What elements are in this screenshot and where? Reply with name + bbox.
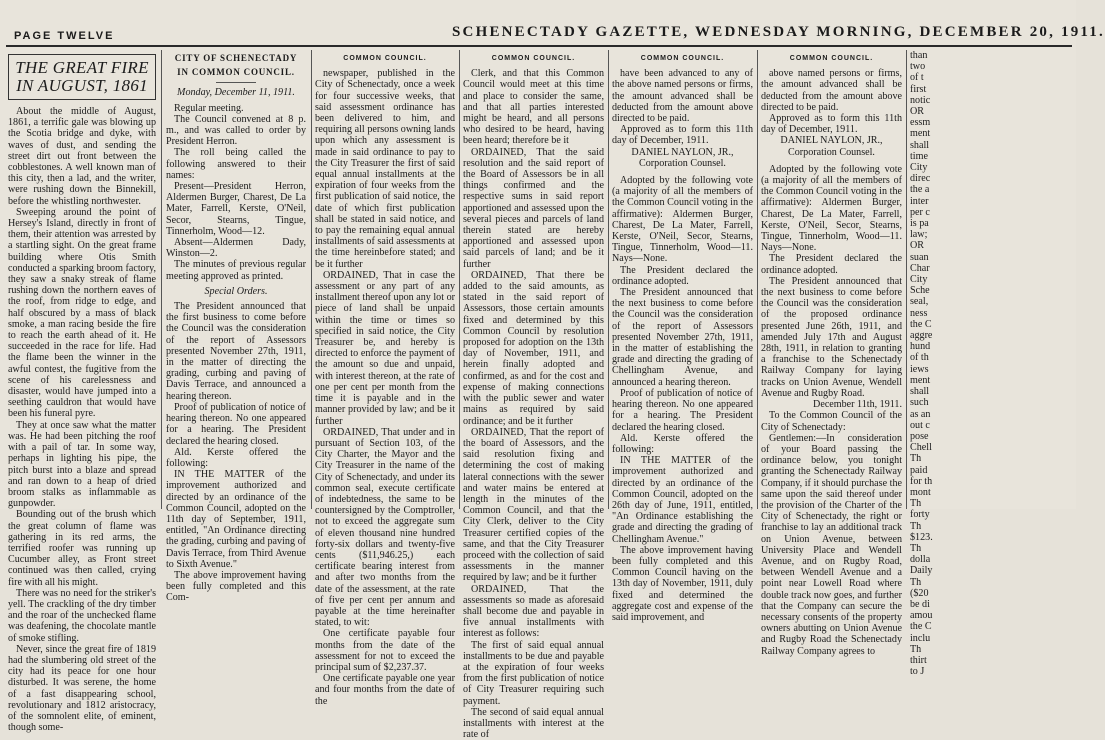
headline-line-1: THE GREAT FIRE (15, 58, 149, 77)
ordinance-paragraph: The President announced that the next business to come before the Council was the consideration of the report of Assessors presented November 27th, 1911, in the matter of establishing the grade and directing the grading of Chellingham Avenue, and announced a hearing thereon. (612, 287, 753, 388)
minutes-paragraph: Regular meeting. (174, 102, 244, 114)
clipped-line: than (910, 50, 928, 61)
clipped-line: Th (910, 453, 922, 465)
ordinance-paragraph: IN THE MATTER of the improvement authorized and directed by an ordinance of the Common Council, adopted on the 26th day of June, 1911, entitled, "An Ordinance establishing the grade and directing the grading of Chellingham Avenue." (612, 455, 753, 545)
column-4 (463, 50, 604, 740)
clipped-line: Th (910, 520, 922, 532)
column-5 (612, 50, 753, 623)
clipped-line: Th (910, 643, 922, 655)
headline-line-2: IN AUGUST, 1861 (16, 76, 148, 95)
article-paragraph: About the middle of August, 1861, a terrific gale was blowing up the Scotia bridge and dyke, with waves of dust, and sending the street dirt out front between the cobblestones. A well known man of this city, then a lad, and the writer, were rushing down the Binnekill, before the whistling northwester. (8, 106, 156, 207)
ordinance-paragraph: One certificate payable four months from the date of the assessment for not to exceed the principal sum of $2,237.37. (315, 628, 455, 673)
clipped-line: Char (910, 262, 930, 274)
clipped-line: time (910, 150, 928, 162)
ordinance-paragraph: The above improvement having been fully completed and this Common Council having on the 13th day of November, 1911, duly fixed and determined the aggregate cost and expense of the said improvement, and (612, 544, 753, 623)
column-heading: COMMON COUNCIL. (491, 55, 576, 62)
clipped-line: paid (910, 464, 928, 476)
ordinance-paragraph: above named persons or firms, the amount advanced shall be deducted from the amount above directed to be paid. (761, 68, 902, 113)
clipped-line: Th (910, 498, 922, 510)
clipped-line: forty (910, 509, 930, 521)
article-paragraph: Bounding out of the brush which the great column of flame was gathering in its red arms, the terrified roofer was running up Cucumber alley, as Front street continued was then called, crying fire with all his might. (8, 509, 156, 588)
ordinance-paragraph: ORDAINED, That under and in pursuant of Section 103, of the City Charter, the Mayor and the City Treasurer in the name of the City of Schenectady, and under its common seal, execute certificate of indebtedness, the same to be countersigned by the Comptroller, not to exceed the aggregate sum of eleven thousand nine hundred forty-six dollars and twenty-five cents ($11,946.25,) each certificate bearing interest from and after two months from the date of the assessment, at the rate of five per cent per annum and payable at the time hereinafter stated, to wit: (315, 426, 455, 629)
column-heading: COMMON COUNCIL. (789, 55, 874, 62)
clipped-line: shall (910, 386, 930, 398)
clipped-line: City (910, 162, 928, 174)
clipped-line: the a (910, 184, 930, 196)
clipped-line: two (910, 61, 926, 73)
column-6 (761, 50, 902, 657)
ordinance-paragraph: Approved as to form this 11th day of December, 1911. (761, 113, 902, 136)
clipped-lines (910, 50, 940, 677)
minutes-paragraph: IN THE MATTER of the improvement authorized and directed by an ordinance of the Common Council, adopted on the 11th day of September, 1911, entitled, "An Ordinance directing the grading, curbing and paving of Davis Terrace, from Third Avenue to Sixth Avenue." (166, 469, 306, 570)
clipped-line: mont (910, 486, 931, 498)
ordinance-paragraph: Adopted by the following vote (a majority of all the members of the Common Council voting in the affirmative): Aldermen Burger, Charest, De La Mater, Farrell, Kerste, O'Neil, Secor, Stearns, Tingue, Tinnerholm, Wood—11. Nays—None. (612, 175, 753, 265)
clipped-line: notic (910, 94, 931, 106)
clipped-line: of th (910, 352, 929, 364)
minutes-paragraph: The above improvement having been fully completed and this Com- (166, 569, 306, 604)
clipped-line: amou (910, 610, 933, 622)
clipped-line: Sche (910, 285, 930, 297)
clipped-line: is pa (910, 218, 929, 230)
clipped-line: of t (910, 72, 924, 84)
ordinance-paragraph: ORDAINED, That there be added to the said amounts, as stated in the said report of Assessors, those certain amounts fixed and determined by this Common Council by resolution proposed for adoption on the 13th day of November, 1911, and herein finally adopted and confirmed, as and for the cost and expense of making connections with the public sewer and water mains as required by said ordinance; and be it further (463, 269, 604, 427)
column-separator (459, 50, 460, 509)
signature-name: DANIEL NAYLON, JR., (780, 135, 883, 147)
ordinance-paragraph: Gentlemen:—In consideration of your Board passing the ordinance below, you tonight granting the Schenectady Railway Company, if it should purchase the same upon the said thereof under the provision of the Charter of the City of Schenectady, the right or franchise to lay an additional track on Union Avenue, between University Place and Wendell Avenue, and on Rugby Road, between Wendell Avenue and a point near Lowell Road where double track now goes, and further that the Company can secure the necessary consents of the property owners abutting on Union Avenue and Rugby Road the Schenectady Railway Company agrees to (761, 432, 902, 657)
ordinance-paragraph: newspaper, published in the City of Schenectady, once a week for four successive weeks, that said assessment ordinance has been delivered to him, and requiring all persons owning lands upon which any assessment is made in said ordinance to pay to the City Treasurer the first of said equal annual installments at the expiration of four weeks from the first publication of said notice, the date of which first publication shall be stated in said notice, and to pay the remaining equal annual installments of said assessments at the time hereinbefore stated; and be it further (315, 68, 455, 270)
clipped-line: ment (910, 374, 931, 386)
page-number: PAGE TWELVE (14, 30, 115, 42)
minutes-paragraph: Present—President Herron, Aldermen Burger, Charest, De La Mater, Farrell, Kerste, O'Neil, Secor, Stearns, Tingue, Tinnerholm, Wood—12. (166, 181, 306, 237)
clipped-line: first (910, 83, 927, 95)
column-separator (161, 50, 162, 509)
special-orders-heading: Special Orders. (204, 285, 268, 297)
clipped-line: the C (910, 621, 932, 633)
clipped-line: law; (910, 229, 928, 241)
clipped-line: Chell (910, 442, 932, 454)
signature-title: Corporation Counsel. (788, 146, 875, 158)
ordinance-paragraph: have been advanced to any of the above named persons or firms, the amount advanced shall be deducted from the amount above directed to be paid. (612, 68, 753, 125)
clipped-line: Th (910, 542, 922, 554)
clipped-line: to J (910, 666, 925, 678)
council-subheading: IN COMMON COUNCIL. (177, 67, 295, 78)
paper-title: SCHENECTADY GAZETTE, WEDNESDAY MORNING, DECEMBER 20, 1911. (452, 24, 1105, 40)
council-heading: CITY OF SCHENECTADY (174, 53, 298, 63)
clipped-line: for th (910, 475, 933, 487)
article-paragraph: There was no need for the striker's yell. The crackling of the dry timber and the roar of the unchecked flame was deafening, the chocolate mantle of smoke stifling. (8, 587, 156, 644)
ordinance-paragraph: Proof of publication of notice of hearing thereon. No one appeared for a hearing. The President declared the hearing closed. (612, 387, 753, 433)
ordinance-paragraph: The President declared the ordinance adopted. (612, 264, 753, 287)
column-heading: COMMON COUNCIL. (640, 55, 725, 62)
ordinance-paragraph: ORDAINED, That in case the assessment or any part of any installment thereof upon any lot or piece of land shall be unpaid within the time or times so specified in said notice, the City Treasurer be, and hereby is directed to enforce the payment of the amount so due and unpaid, with interest thereon, at the rate of one per cent per month from the time it is payable and in the manner provided by law; and be it further (315, 269, 455, 427)
column-separator (757, 50, 758, 509)
minutes-paragraph: Ald. Kerste offered the following: (166, 446, 306, 469)
clipped-line: Th (910, 576, 922, 588)
clipped-line: dolla (910, 554, 931, 566)
ordinance-paragraph: Clerk, and that this Common Council would meet at this time and place to consider the same, and that all parties interested might be heard, and all persons who desired to be heard, having been heard; therefore be it (463, 68, 604, 147)
clipped-line: seal, (910, 296, 929, 308)
clipped-line: the C (910, 318, 932, 330)
ordinance-paragraph: ORDAINED, That the assessments so made as aforesaid shall become due and payable in five annual installments with interest as follows: (463, 583, 604, 640)
clipped-line: direc (910, 173, 931, 185)
clipped-line: ($20 (910, 587, 929, 599)
masthead (0, 0, 1105, 46)
clipped-line: thirt (910, 654, 927, 666)
short-rule (216, 82, 256, 83)
ordinance-paragraph: The President announced that the next business to come before the Council was the consideration of the proposed ordinance presented June 26th, 1911, and amended July 17th and August 28th, 1911, in relation to granting a franchise to the Schenectady Railway Company for laying tracks on Union Avenue, Wendell Avenue and Rugby Road. (761, 275, 902, 399)
ordinance-paragraph: Ald. Kerste offered the following: (612, 432, 753, 455)
clipped-line: such (910, 397, 929, 409)
minutes-paragraph: The roll being called the following answered to their names: (166, 147, 306, 181)
clipped-line: iews (910, 363, 929, 375)
minutes-paragraph: Proof of publication of notice of hearing thereon. No one appeared for a hearing. The President declared the hearing closed. (166, 401, 306, 447)
article-paragraph: Sweeping around the point of Hersey's Island, directly in front of them, their attention was arrested by a startling sight. On the great frame building where Otis Smith conducted a sparking broom factory, they saw a snaky streak of flame rushing down the northern eaves of the roof, from ridge to edge, and half obscured by a mass of black smoke, a man racing beside the fire to reach the earth ahead of it. He succeeded in the race for life. Had the flame been the winner in the awful contest, the fugitive from the scene of his carelessness and disaster, would have jumped into a seething cauldron that would have been his funeral pyre. (8, 206, 156, 420)
ordinance-paragraph: The first of said equal annual installments to be due and payable at the expiration of four weeks from the first publication of notice of City Treasurer requiring such payment. (463, 639, 604, 707)
clipped-line: be di (910, 598, 930, 610)
ordinance-paragraph: To the Common Council of the City of Schenectady: (761, 410, 902, 433)
column-separator (906, 50, 907, 509)
clipped-line: essm (910, 117, 931, 129)
ordinance-paragraph: Approved as to form this 11th day of December, 1911. (612, 124, 753, 147)
clipped-line: out c (910, 419, 930, 431)
article-paragraph: Never, since the great fire of 1819 had the slumbering old street of the city had its peace for one hour disturbed. It was serene, the home of a fast disappearing school, revolutionary and 1812 aristocracy, of the somnolent elite, of eminent, though some- (8, 643, 156, 734)
article-paragraph: They at once saw what the matter was. He had been pitching the roof with a pail of tar. In some way, perhaps in lighting his pipe, the pitch burst into a blaze and spread and ran down to a heap of dried broom stalks as inflammable as gunpowder. (8, 419, 156, 510)
clipped-line: ment (910, 128, 931, 140)
fire-headline (8, 54, 156, 100)
clipped-line: hund (910, 341, 931, 353)
ordinance-paragraph: ORDAINED, That the report of the board of Assessors, and the said resolution fixing and determining the cost of making lateral connections with the sewer and water mains be entered at length in the minutes of the Common Council, and that the City Clerk, deliver to the City Treasurer certified copies of the same, and that the City Treasurer proceed with the collection of said assessments in the manner required by law; and be it further (463, 426, 604, 584)
signature-title: Corporation Counsel. (639, 157, 726, 169)
ordinance-paragraph: ORDAINED, That the said resolution and the said report of the Board of Assessors be in all things confirmed and the respective sums in said report apportioned and assessed upon the several pieces and parcels of land therein stated are hereby apportioned and assessed upon said parcels of land; and be it further (463, 146, 604, 270)
clipped-line: OR (910, 106, 925, 118)
clipped-line: inclu (910, 632, 931, 644)
ordinance-paragraph: The second of said equal annual installments with interest at the rate of (463, 706, 604, 740)
ordinance-paragraph: Adopted by the following vote (a majority of all the members of the Common Council voting in the affirmative): Aldermen Burger, Charest, De La Mater, Farrell, Kerste, O'Neil, Secor, Stearns, Tingue, Tinnerholm, Wood—11. Nays—None. (761, 163, 902, 254)
clipped-line: $123. (910, 531, 933, 543)
clipped-line: Daily (910, 565, 933, 577)
letter-date: December 11th, 1911. (813, 399, 902, 411)
column-separator (311, 50, 312, 509)
column-2 (166, 50, 306, 604)
ordinance-paragraph: The President declared the ordinance adopted. (761, 253, 902, 276)
clipped-line: inter (910, 195, 929, 207)
meeting-date: Monday, December 11, 1911. (177, 87, 295, 99)
minutes-paragraph: Absent—Aldermen Dady, Winston—2. (166, 237, 306, 260)
clipped-line: shall (910, 139, 930, 151)
ordinance-paragraph: One certificate payable one year and four months from the date of the (315, 673, 455, 707)
column-7-clipped (910, 50, 940, 678)
column-3 (315, 50, 455, 707)
signature-name: DANIEL NAYLON, JR., (631, 146, 734, 158)
clipped-line: suan (910, 251, 929, 263)
masthead-rule (6, 45, 1072, 47)
clipped-line: City (910, 274, 928, 286)
clipped-line: ness (910, 307, 928, 319)
clipped-line: pose (910, 430, 929, 442)
minutes-paragraph: The minutes of previous regular meeting approved as printed. (166, 259, 306, 282)
clipped-line: aggre (910, 330, 933, 342)
clipped-line: OR (910, 240, 925, 252)
column-heading: COMMON COUNCIL. (343, 55, 427, 62)
clipped-line: per c (910, 206, 930, 218)
minutes-paragraph: The Council convened at 8 p. m., and was called to order by President Herron. (166, 113, 306, 148)
clipped-line: as an (910, 408, 931, 420)
column-separator (608, 50, 609, 509)
minutes-paragraph: The President announced that the first business to come before the Council was the consideration of the report of Assessors presented November 27th, 1911, in the matter of directing the grading, curbing and paving of Davis Terrace, and announced a hearing thereon. (166, 301, 306, 402)
column-1 (8, 50, 156, 734)
